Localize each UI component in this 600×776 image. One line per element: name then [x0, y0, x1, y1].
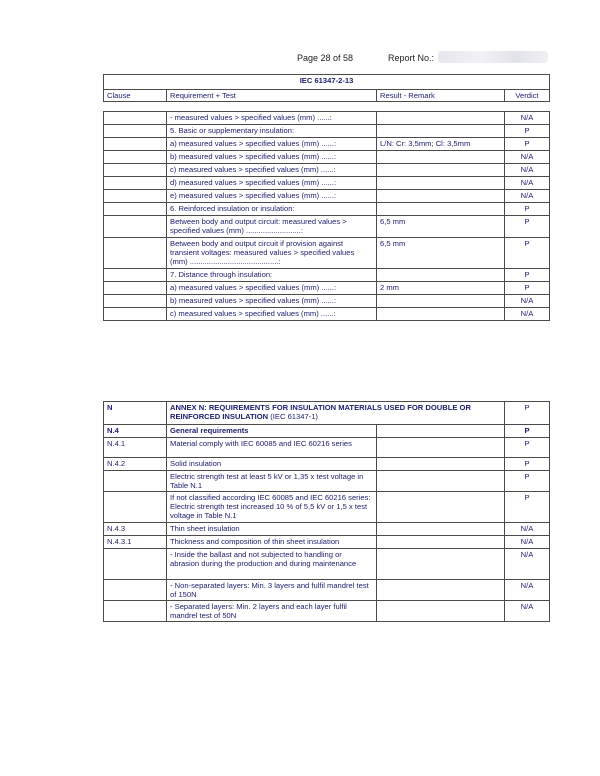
table-row — [104, 425, 550, 438]
table-row — [104, 282, 550, 295]
verdict-cell: P — [505, 125, 550, 138]
clause-cell — [104, 216, 167, 238]
result-cell — [377, 549, 505, 580]
table-row — [104, 177, 550, 190]
result-cell: 6,5 mm — [377, 216, 505, 238]
verdict-cell: P — [505, 138, 550, 151]
verdict-cell: P — [505, 238, 550, 269]
requirement-cell: - measured values > specified values (mm) ......: — [167, 112, 377, 125]
result-cell — [377, 295, 505, 308]
result-cell — [377, 190, 505, 203]
result-cell — [377, 269, 505, 282]
result-cell — [377, 471, 505, 492]
verdict-cell: P — [505, 203, 550, 216]
table-row — [104, 112, 550, 125]
clause-cell — [104, 138, 167, 151]
verdict-cell: P — [505, 282, 550, 295]
page-header — [0, 50, 600, 64]
verdict-cell: P — [505, 438, 550, 458]
clause-cell — [104, 282, 167, 295]
requirement-cell: Between body and output circuit if provision against transient voltages: measured values > specified values (mm) ..........................................: — [167, 238, 377, 269]
clause-cell — [104, 164, 167, 177]
table-row — [104, 308, 550, 321]
verdict-cell: N/A — [505, 580, 550, 601]
table-row — [104, 295, 550, 308]
clause-cell — [104, 125, 167, 138]
verdict-cell: N/A — [505, 112, 550, 125]
clause-cell — [104, 190, 167, 203]
requirement-cell: - Separated layers: Min. 2 layers and each layer fulfil mandrel test of 50N — [167, 601, 377, 622]
annex-reference: (IEC 61347-1) — [268, 412, 318, 421]
clause-cell — [104, 238, 167, 269]
result-cell — [377, 177, 505, 190]
column-header: Verdict — [505, 90, 550, 102]
verdict-cell: P — [505, 216, 550, 238]
clause-cell — [104, 308, 167, 321]
requirement-cell: Thin sheet insulation — [167, 523, 377, 536]
result-cell — [377, 523, 505, 536]
table-row — [104, 138, 550, 151]
table-header-row — [104, 90, 550, 102]
table-row — [104, 549, 550, 580]
verdict-cell: P — [505, 425, 550, 438]
result-cell — [377, 112, 505, 125]
verdict-cell: N/A — [505, 536, 550, 549]
verdict-cell: N/A — [505, 523, 550, 536]
table-row — [104, 523, 550, 536]
clause-cell — [104, 549, 167, 580]
requirement-cell: - Inside the ballast and not subjected to handling or abrasion during the production and during maintenance — [167, 549, 377, 580]
result-cell — [377, 458, 505, 471]
requirement-cell: c) measured values > specified values (mm) ......: — [167, 308, 377, 321]
clause-cell: N.4.3.1 — [104, 536, 167, 549]
result-cell: L/N: Cr: 3,5mm; Cl: 3,5mm — [377, 138, 505, 151]
requirement-cell: Between body and output circuit: measured values > specified values (mm) ..........................: — [167, 216, 377, 238]
result-cell — [377, 601, 505, 622]
table-row — [104, 125, 550, 138]
requirement-cell: 7. Distance through insulation: — [167, 269, 377, 282]
clause-cell — [104, 492, 167, 523]
requirement-cell: Solid insulation — [167, 458, 377, 471]
table-body — [104, 112, 550, 321]
requirement-cell: b) measured values > specified values (mm) ......: — [167, 295, 377, 308]
requirement-cell: e) measured values > specified values (mm) ......: — [167, 190, 377, 203]
verdict-cell: N/A — [505, 601, 550, 622]
clause-cell — [104, 112, 167, 125]
result-cell — [377, 125, 505, 138]
requirement-cell: d) measured values > specified values (mm) ......: — [167, 177, 377, 190]
result-cell — [377, 580, 505, 601]
clause-cell — [104, 203, 167, 216]
verdict-cell: N/A — [505, 177, 550, 190]
result-cell — [377, 438, 505, 458]
requirement-cell: 6. Reinforced insulation or insulation: — [167, 203, 377, 216]
requirement-cell: Electric strength test at least 5 kV or 1,35 x test voltage in Table N.1 — [167, 471, 377, 492]
spacer-row — [104, 102, 550, 112]
clause-cell — [104, 471, 167, 492]
result-cell — [377, 536, 505, 549]
annex-title: ANNEX N: REQUIREMENTS FOR INSULATION MATERIALS USED FOR DOUBLE OR REINFORCED INSULATION — [170, 403, 471, 421]
annex-title-row — [104, 402, 550, 425]
table-row — [104, 190, 550, 203]
clause-cell: N.4.3 — [104, 523, 167, 536]
clause-cell — [104, 580, 167, 601]
verdict-cell: N/A — [505, 308, 550, 321]
table-title: IEC 61347-2-13 — [104, 75, 550, 90]
table-row — [104, 203, 550, 216]
verdict-cell: P — [505, 492, 550, 523]
verdict-cell: N/A — [505, 164, 550, 177]
verdict-cell: N/A — [505, 151, 550, 164]
table-row — [104, 536, 550, 549]
requirement-cell: Material comply with IEC 60085 and IEC 60216 series — [167, 438, 377, 458]
result-cell: 6,5 mm — [377, 238, 505, 269]
table-row — [104, 580, 550, 601]
table-row — [104, 216, 550, 238]
table-row — [104, 492, 550, 523]
clause-cell — [104, 151, 167, 164]
verdict-cell: P — [505, 458, 550, 471]
table-row — [104, 269, 550, 282]
result-cell — [377, 308, 505, 321]
column-header: Clause — [104, 90, 167, 102]
annex-n-table — [103, 401, 550, 622]
result-cell: 2 mm — [377, 282, 505, 295]
requirement-cell: b) measured values > specified values (mm) ......: — [167, 151, 377, 164]
clause-cell — [104, 177, 167, 190]
verdict-cell: N/A — [505, 190, 550, 203]
table-row — [104, 458, 550, 471]
result-cell — [377, 151, 505, 164]
requirement-cell: - Non-separated layers: Min. 3 layers and fulfil mandrel test of 150N — [167, 580, 377, 601]
requirement-cell: If not classified according IEC 60085 and IEC 60216 series: Electric strength test increased 10 % of 5,5 kV or 1,5 x test voltage in Table N.1 — [167, 492, 377, 523]
clause-cell — [104, 269, 167, 282]
requirement-cell: General requirements — [167, 425, 377, 438]
iec-61347-2-13-table — [103, 74, 550, 321]
annex-clause: N — [104, 402, 167, 425]
table-row — [104, 151, 550, 164]
redacted-report-number — [438, 51, 548, 63]
verdict-cell: N/A — [505, 295, 550, 308]
requirement-cell: a) measured values > specified values (mm) ......: — [167, 138, 377, 151]
table-row — [104, 238, 550, 269]
annex-title-cell — [167, 402, 505, 425]
result-cell — [377, 425, 505, 438]
clause-cell: N.4.2 — [104, 458, 167, 471]
table-body — [104, 425, 550, 622]
result-cell — [377, 492, 505, 523]
requirement-cell: c) measured values > specified values (mm) ......: — [167, 164, 377, 177]
table-row — [104, 438, 550, 458]
requirement-cell: a) measured values > specified values (mm) ......: — [167, 282, 377, 295]
page-number: Page 28 of 58 — [297, 53, 354, 63]
table-row — [104, 601, 550, 622]
table-row — [104, 164, 550, 177]
requirement-cell: Thickness and composition of thin sheet insulation — [167, 536, 377, 549]
clause-cell — [104, 601, 167, 622]
result-cell — [377, 203, 505, 216]
verdict-cell: P — [505, 269, 550, 282]
clause-cell — [104, 295, 167, 308]
column-header: Requirement + Test — [167, 90, 377, 102]
requirement-cell: 5. Basic or supplementary insulation: — [167, 125, 377, 138]
clause-cell: N.4 — [104, 425, 167, 438]
verdict-cell: P — [505, 471, 550, 492]
annex-verdict: P — [505, 402, 550, 425]
table-row — [104, 471, 550, 492]
column-header: Result - Remark — [377, 90, 505, 102]
report-number-label: Report No.: — [388, 53, 435, 63]
clause-cell: N.4.1 — [104, 438, 167, 458]
verdict-cell: N/A — [505, 549, 550, 580]
result-cell — [377, 164, 505, 177]
